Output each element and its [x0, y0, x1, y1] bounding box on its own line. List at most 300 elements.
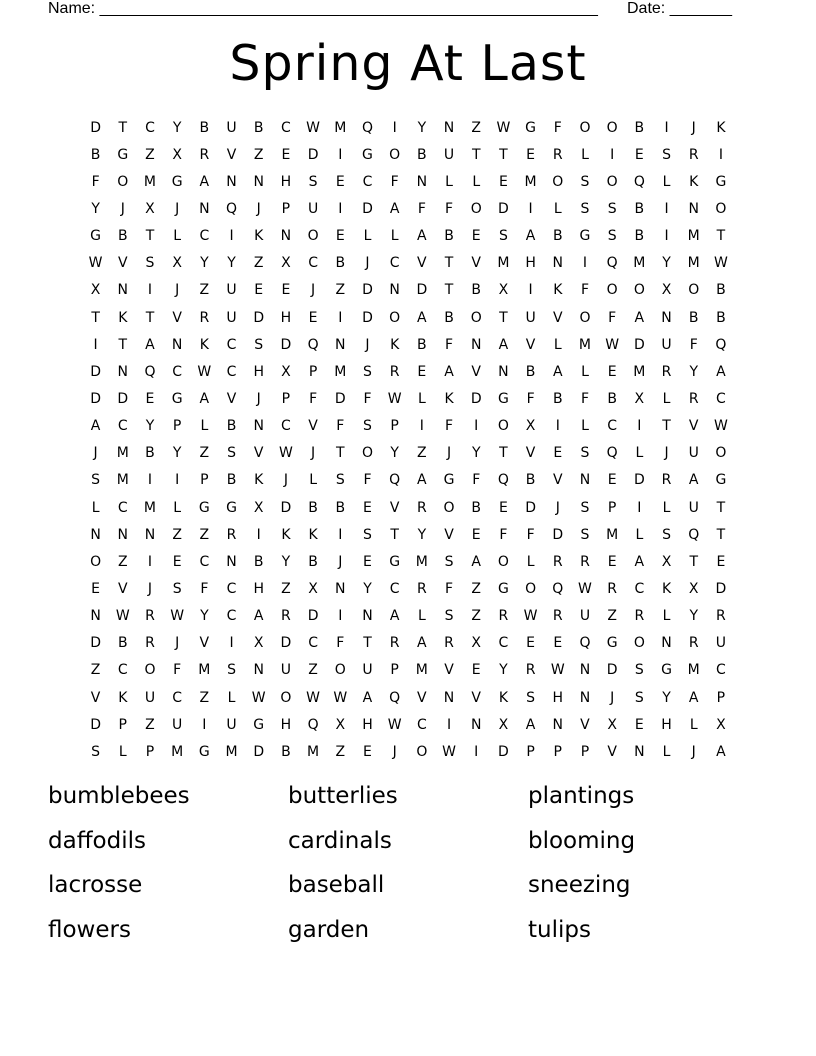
grid-letter: U [226, 282, 237, 299]
grid-letter: B [552, 228, 563, 245]
grid-letter: C [362, 173, 373, 190]
grid-letter: C [172, 689, 183, 706]
word-list-item: flowers [48, 916, 131, 943]
word-list-item: lacrosse [48, 872, 143, 898]
grid-letter: Z [417, 445, 427, 462]
grid-letter: V [607, 743, 617, 760]
grid-letter: M [334, 363, 347, 380]
grid-letter: N [634, 743, 645, 760]
grid-letter: I [555, 418, 560, 435]
grid-letter: I [474, 418, 479, 435]
grid-letter: E [607, 363, 617, 380]
grid-letter: I [147, 282, 153, 299]
grid-letter: W [170, 608, 185, 625]
grid-letter: V [525, 336, 536, 353]
grid-letter: E [91, 580, 101, 597]
grid-letter: Y [417, 119, 427, 136]
grid-letter: Q [715, 336, 727, 353]
grid-letter: V [444, 662, 454, 679]
grid-letter: M [633, 363, 646, 380]
grid-letter: F [580, 282, 589, 299]
grid-letter: I [338, 146, 343, 163]
grid-letter: J [446, 445, 452, 462]
grid-letter: X [661, 553, 672, 570]
grid-letter: G [715, 173, 727, 190]
grid-letter: T [499, 146, 508, 163]
grid-letter: N [253, 173, 264, 190]
grid-letter: E [308, 309, 318, 326]
grid-letter: L [309, 472, 317, 489]
grid-letter: R [199, 146, 210, 163]
grid-letter: L [553, 336, 562, 353]
grid-letter: C [199, 553, 210, 570]
grid-letter: B [444, 228, 454, 245]
grid-letter: K [716, 119, 726, 136]
grid-letter: H [280, 309, 292, 326]
grid-letter: S [580, 499, 590, 516]
grid-letter: T [689, 553, 698, 570]
grid-letter: F [472, 472, 481, 489]
grid-letter: R [607, 580, 618, 597]
word-list-item: tulips [528, 916, 591, 943]
grid-letter: Y [471, 445, 481, 462]
grid-letter: Y [417, 526, 427, 543]
grid-letter: M [497, 255, 510, 272]
grid-letter: I [419, 418, 424, 435]
grid-letter: B [253, 119, 264, 136]
grid-letter: Z [90, 662, 101, 679]
grid-letter: N [199, 200, 210, 217]
grid-letter: N [280, 228, 292, 245]
grid-letter: B [471, 282, 482, 299]
grid-letter: H [525, 255, 536, 272]
grid-letter: E [363, 553, 372, 570]
grid-letter: P [281, 390, 291, 407]
grid-letter: P [716, 689, 726, 706]
grid-letter: L [91, 499, 100, 516]
grid-letter: E [526, 635, 536, 652]
grid-letter: D [552, 526, 564, 543]
grid-letter: D [498, 200, 509, 217]
grid-letter: D [633, 472, 645, 489]
date-field: Date: _______ [627, 0, 732, 17]
grid-letter: O [715, 200, 727, 217]
grid-letter: V [471, 255, 481, 272]
grid-letter: P [580, 743, 590, 760]
grid-letter: B [199, 119, 210, 136]
grid-letter: V [552, 309, 563, 326]
grid-letter: D [307, 146, 319, 163]
word-list-item: plantings [528, 783, 635, 809]
grid-letter: N [90, 608, 101, 625]
grid-letter: C [389, 255, 400, 272]
grid-letter: X [172, 255, 182, 272]
grid-letter: I [582, 255, 588, 272]
grid-letter: L [173, 499, 182, 516]
grid-letter: I [202, 716, 207, 733]
grid-letter: S [580, 173, 590, 190]
grid-letter: U [172, 716, 183, 733]
grid-letter: X [253, 499, 264, 516]
grid-letter: B [335, 255, 346, 272]
grid-letter: S [227, 445, 236, 462]
grid-letter: I [446, 716, 452, 733]
grid-letter: A [199, 173, 210, 190]
grid-letter: B [634, 228, 645, 245]
grid-letter: E [607, 553, 617, 570]
grid-letter: T [145, 309, 155, 326]
grid-letter: B [117, 635, 128, 652]
grid-letter: W [605, 336, 620, 353]
grid-letter: I [664, 200, 669, 217]
grid-letter: C [199, 228, 210, 245]
grid-letter: P [118, 716, 127, 733]
grid-letter: O [497, 418, 509, 435]
grid-letter: R [226, 526, 237, 543]
grid-letter: Z [281, 580, 291, 597]
page-title: Spring At Last [229, 35, 587, 92]
grid-letter: I [718, 146, 723, 163]
grid-letter: D [90, 635, 101, 652]
grid-letter: D [606, 662, 618, 679]
grid-letter: V [417, 255, 427, 272]
grid-letter: Y [281, 553, 291, 570]
grid-letter: V [552, 472, 563, 489]
grid-letter: Q [633, 173, 645, 190]
grid-letter: N [226, 173, 237, 190]
grid-letter: W [523, 608, 538, 625]
grid-letter: J [338, 553, 343, 570]
grid-letter: Y [662, 689, 671, 706]
grid-letter: O [579, 309, 591, 326]
grid-letter: A [417, 472, 427, 489]
grid-letter: B [281, 743, 291, 760]
grid-letter: O [307, 228, 319, 245]
grid-letter: T [662, 418, 671, 435]
grid-letter: N [117, 282, 129, 299]
grid-letter: Q [389, 472, 401, 489]
grid-letter: W [387, 716, 402, 733]
grid-letter: H [552, 689, 564, 706]
grid-letter: C [117, 662, 128, 679]
grid-letter: U [307, 200, 319, 217]
grid-letter: I [338, 608, 343, 625]
grid-letter: J [610, 689, 615, 706]
grid-letter: T [444, 255, 454, 272]
grid-letter: E [281, 146, 291, 163]
grid-letter: K [118, 689, 128, 706]
grid-letter: V [253, 445, 264, 462]
grid-letter: G [226, 499, 237, 516]
grid-letter: R [716, 608, 726, 625]
grid-letter: E [553, 445, 563, 462]
grid-letter: B [417, 146, 427, 163]
grid-letter: R [145, 635, 155, 652]
grid-letter: R [661, 472, 672, 489]
grid-letter: T [91, 309, 100, 326]
grid-letter: D [280, 499, 292, 516]
grid-letter: M [415, 553, 428, 570]
grid-letter: A [634, 309, 645, 326]
grid-letter: F [553, 119, 562, 136]
grid-letter: R [389, 363, 400, 380]
grid-letter: L [662, 390, 671, 407]
grid-letter: N [226, 553, 237, 570]
grid-letter: L [689, 716, 698, 733]
grid-letter: E [363, 743, 372, 760]
grid-letter: R [688, 635, 699, 652]
grid-letter: G [715, 472, 727, 489]
grid-letter: V [580, 716, 590, 733]
grid-letter: I [474, 743, 479, 760]
grid-letter: N [498, 363, 509, 380]
grid-letter: Y [91, 200, 100, 217]
grid-letter: U [688, 499, 699, 516]
grid-letter: F [363, 390, 372, 407]
grid-letter: P [145, 743, 155, 760]
grid-letter: A [498, 336, 509, 353]
word-list-item: cardinals [288, 827, 392, 854]
grid-letter: C [226, 336, 237, 353]
grid-letter: D [90, 363, 101, 380]
grid-letter: Y [363, 580, 372, 597]
grid-letter: E [145, 390, 155, 407]
grid-letter: F [445, 418, 454, 435]
grid-letter: I [610, 146, 615, 163]
grid-letter: C [716, 390, 726, 407]
grid-letter: F [390, 173, 399, 190]
grid-letter: K [254, 228, 264, 245]
grid-letter: Q [389, 689, 401, 706]
grid-letter: V [308, 418, 318, 435]
grid-letter: R [580, 553, 590, 570]
grid-letter: I [664, 119, 669, 136]
grid-letter: S [634, 689, 644, 706]
grid-letter: C [117, 418, 128, 435]
grid-letter: Q [226, 200, 238, 217]
grid-letter: L [472, 173, 481, 190]
grid-letter: M [687, 255, 700, 272]
grid-letter: Y [662, 255, 671, 272]
word-list-item: baseball [288, 872, 385, 898]
grid-letter: S [580, 445, 590, 462]
grid-letter: X [281, 255, 291, 272]
grid-letter: D [334, 390, 346, 407]
grid-letter: X [471, 635, 482, 652]
grid-letter: A [417, 228, 427, 245]
grid-letter: G [497, 580, 509, 597]
grid-letter: Z [335, 743, 346, 760]
grid-letter: B [226, 472, 237, 489]
grid-letter: K [444, 390, 454, 407]
grid-letter: N [389, 282, 400, 299]
grid-letter: F [608, 309, 617, 326]
grid-letter: K [661, 580, 672, 597]
grid-letter: G [579, 228, 591, 245]
grid-letter: S [526, 689, 536, 706]
grid-letter: D [280, 336, 292, 353]
grid-letter: L [200, 418, 209, 435]
grid-letter: E [498, 173, 508, 190]
grid-letter: B [471, 499, 482, 516]
grid-letter: U [226, 309, 237, 326]
grid-letter: N [579, 689, 591, 706]
grid-letter: Y [172, 119, 182, 136]
grid-letter: Q [144, 363, 156, 380]
grid-letter: V [90, 689, 101, 706]
grid-letter: L [581, 418, 589, 435]
grid-letter: B [308, 499, 318, 516]
grid-letter: A [688, 472, 699, 489]
grid-letter: S [172, 580, 182, 597]
grid-letter: D [470, 390, 482, 407]
grid-letter: U [688, 445, 699, 462]
grid-letter: C [281, 119, 291, 136]
grid-letter: B [716, 282, 726, 299]
grid-letter: L [635, 445, 644, 462]
grid-letter: N [362, 608, 373, 625]
word-list-item: blooming [528, 827, 636, 854]
grid-letter: C [117, 499, 128, 516]
grid-letter: R [444, 635, 454, 652]
grid-letter: W [496, 119, 511, 136]
grid-letter: E [363, 499, 372, 516]
grid-letter: E [254, 282, 264, 299]
grid-letter: O [470, 200, 482, 217]
grid-letter: M [415, 662, 428, 679]
grid-letter: U [362, 662, 373, 679]
grid-letter: E [607, 472, 617, 489]
grid-letter: E [471, 526, 481, 543]
grid-letter: T [499, 309, 508, 326]
grid-letter: Z [607, 608, 617, 625]
grid-letter: E [716, 553, 726, 570]
grid-letter: R [498, 608, 509, 625]
grid-letter: F [580, 390, 589, 407]
grid-letter: A [525, 716, 536, 733]
grid-letter: T [145, 228, 155, 245]
grid-letter: F [309, 390, 318, 407]
grid-letter: E [471, 662, 481, 679]
grid-letter: N [470, 336, 482, 353]
grid-letter: Q [552, 580, 564, 597]
grid-letter: D [525, 499, 536, 516]
grid-letter: O [90, 553, 102, 570]
grid-letter: L [445, 173, 453, 190]
grid-letter: R [199, 309, 210, 326]
grid-letter: C [226, 580, 237, 597]
grid-letter: K [689, 173, 699, 190]
grid-letter: S [580, 526, 590, 543]
grid-letter: D [90, 119, 101, 136]
grid-letter: H [280, 173, 292, 190]
grid-letter: X [335, 716, 346, 733]
grid-letter: O [144, 662, 156, 679]
grid-letter: L [581, 363, 589, 380]
word-list-item: butterlies [288, 783, 398, 809]
grid-letter: M [307, 743, 320, 760]
grid-letter: U [226, 119, 237, 136]
grid-letter: M [198, 662, 211, 679]
grid-letter: P [308, 363, 318, 380]
grid-letter: C [308, 255, 318, 272]
grid-letter: X [688, 580, 699, 597]
grid-letter: R [145, 608, 155, 625]
grid-letter: N [144, 526, 156, 543]
grid-letter: F [91, 173, 100, 190]
grid-letter: K [254, 472, 264, 489]
grid-letter: N [117, 526, 129, 543]
grid-letter: X [90, 282, 101, 299]
grid-letter: J [311, 282, 316, 299]
grid-letter: T [499, 445, 508, 462]
grid-letter: N [661, 309, 672, 326]
grid-letter: J [120, 200, 125, 217]
grid-letter: B [117, 228, 128, 245]
grid-letter: K [199, 336, 209, 353]
grid-letter: S [227, 662, 236, 679]
grid-letter: X [145, 200, 155, 217]
grid-letter: Q [361, 119, 373, 136]
grid-letter: D [253, 309, 265, 326]
grid-letter: S [498, 228, 508, 245]
grid-letter: M [633, 255, 646, 272]
word-list-item: garden [288, 916, 370, 943]
word-list [48, 778, 768, 956]
grid-letter: W [306, 119, 321, 136]
grid-letter: W [713, 418, 728, 435]
grid-letter: A [90, 418, 101, 435]
grid-letter: I [528, 200, 533, 217]
grid-letter: U [144, 689, 156, 706]
grid-letter: I [229, 228, 234, 245]
grid-letter: I [338, 309, 343, 326]
grid-letter: L [417, 390, 426, 407]
grid-letter: L [662, 743, 671, 760]
grid-letter: D [715, 580, 727, 597]
grid-letter: A [253, 608, 264, 625]
grid-letter: M [687, 228, 700, 245]
grid-letter: L [390, 228, 399, 245]
grid-letter: N [552, 716, 564, 733]
grid-letter: R [661, 363, 672, 380]
grid-letter: M [225, 743, 238, 760]
grid-letter: J [311, 445, 316, 462]
grid-letter: V [389, 499, 400, 516]
grid-letter: Z [335, 282, 346, 299]
grid-letter: K [308, 526, 318, 543]
grid-letter: H [362, 716, 373, 733]
grid-letter: D [90, 716, 101, 733]
grid-letter: W [578, 580, 592, 597]
grid-letter: F [417, 200, 426, 217]
grid-letter: N [552, 255, 564, 272]
grid-letter: O [688, 282, 700, 299]
grid-letter: H [253, 580, 264, 597]
grid-letter: J [283, 472, 288, 489]
grid-letter: X [308, 580, 318, 597]
grid-letter: R [389, 635, 400, 652]
grid-letter: M [116, 472, 129, 489]
grid-letter: W [713, 255, 728, 272]
grid-letter: D [633, 336, 645, 353]
grid-letter: I [664, 228, 669, 245]
grid-letter: M [334, 119, 347, 136]
grid-letter: A [471, 553, 481, 570]
grid-letter: G [171, 390, 183, 407]
grid-letter: C [389, 580, 400, 597]
grid-letter: V [688, 418, 699, 435]
